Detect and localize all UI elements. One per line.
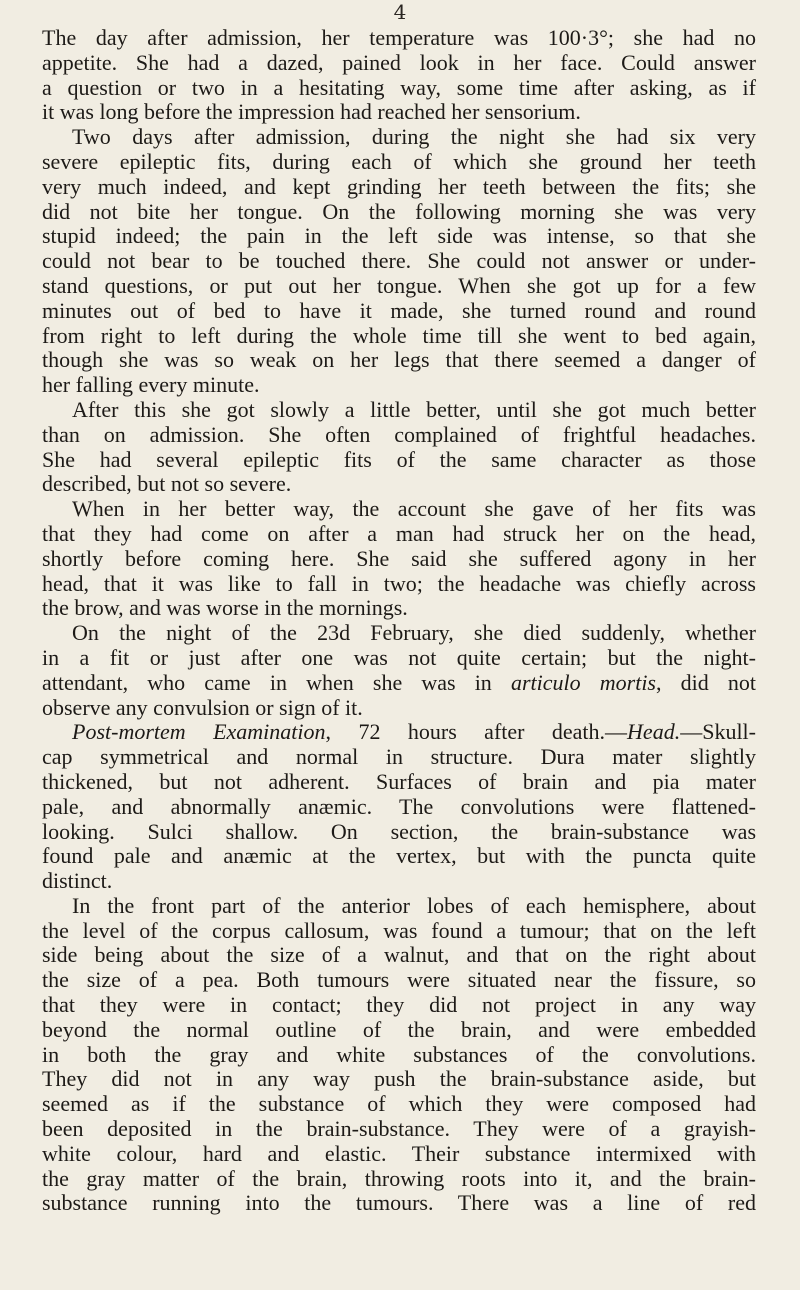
text-line: stand questions, or put out her tongue. When she got up for a few bbox=[42, 272, 756, 298]
text-line: in a fit or just after one was not quite certain; but the night- bbox=[42, 644, 756, 670]
text-line: looking. Sulci shallow. On section, the brain-substance was bbox=[42, 818, 756, 844]
text-line: On the night of the 23d February, she died suddenly, whether bbox=[72, 620, 756, 646]
text-line: When in her better way, the account she gave of her fits was bbox=[72, 496, 756, 522]
text-line: the brow, and was worse in the mornings. bbox=[42, 595, 408, 621]
text-line: They did not in any way push the brain-substance aside, but bbox=[42, 1066, 756, 1092]
text-line: shortly before coming here. She said she suffered agony in her bbox=[42, 545, 756, 571]
text-line: her falling every minute. bbox=[42, 372, 260, 398]
page-number: 4 bbox=[393, 0, 407, 24]
text-line: though she was so weak on her legs that there seemed a danger of bbox=[42, 347, 756, 373]
text-line: the level of the corpus callosum, was found a tumour; that on the left bbox=[42, 917, 756, 943]
text-line: She had several epileptic fits of the same character as those bbox=[42, 446, 756, 472]
text-line: the size of a pea. Both tumours were situated near the fissure, so bbox=[42, 967, 756, 993]
text-line: in both the gray and white substances of the convolutions. bbox=[42, 1041, 756, 1067]
text-line: that they had come on after a man had struck her on the head, bbox=[42, 520, 756, 546]
text-line: described, but not so severe. bbox=[42, 471, 292, 497]
text-line: very much indeed, and kept grinding her teeth between the fits; she bbox=[42, 173, 756, 199]
text-line: than on admission. She often complained of frightful headaches. bbox=[42, 421, 756, 447]
text-line: severe epileptic fits, during each of which she ground her teeth bbox=[42, 148, 756, 174]
text-line: did not bite her tongue. On the following morning she was very bbox=[42, 198, 756, 224]
text-line: Post-mortem Examination, 72 hours after death.—Head.—Skull- bbox=[72, 719, 756, 745]
text-line: that they were in contact; they did not project in any way bbox=[42, 992, 756, 1018]
text-line: it was long before the impression had reached her sensorium. bbox=[42, 99, 581, 125]
text-line: the gray matter of the brain, throwing roots into it, and the brain- bbox=[42, 1165, 756, 1191]
text-line: head, that it was like to fall in two; the headache was chiefly across bbox=[42, 570, 756, 596]
text-line: stupid indeed; the pain in the left side was intense, so that she bbox=[42, 223, 756, 249]
text-line: thickened, but not adherent. Surfaces of brain and pia mater bbox=[42, 768, 756, 794]
text-line: beyond the normal outline of the brain, and were embedded bbox=[42, 1016, 756, 1042]
text-line: seemed as if the substance of which they were composed had bbox=[42, 1091, 756, 1117]
text-line: minutes out of bed to have it made, she turned round and round bbox=[42, 297, 756, 323]
text-line: After this she got slowly a little better, until she got much better bbox=[72, 396, 756, 422]
body-text bbox=[42, 26, 756, 1216]
text-line: In the front part of the anterior lobes of each hemisphere, about bbox=[72, 892, 756, 918]
text-line: from right to left during the whole time till she went to bed again, bbox=[42, 322, 756, 348]
text-line: attendant, who came in when she was in articulo mortis, did not bbox=[42, 669, 757, 695]
text-line: could not bear to be touched there. She could not answer or under- bbox=[42, 248, 756, 274]
text-line: a question or two in a hesitating way, some time after asking, as if bbox=[42, 74, 756, 100]
text-line: pale, and abnormally anæmic. The convolutions were flattened- bbox=[42, 793, 756, 819]
text-line: found pale and anæmic at the vertex, but with the puncta quite bbox=[42, 843, 756, 869]
text-line: cap symmetrical and normal in structure. Dura mater slightly bbox=[42, 744, 756, 770]
text-line: been deposited in the brain-substance. They were of a grayish- bbox=[42, 1116, 756, 1142]
text-line: observe any convulsion or sign of it. bbox=[42, 694, 363, 720]
text-line: appetite. She had a dazed, pained look in her face. Could answer bbox=[42, 49, 756, 75]
text-line: side being about the size of a walnut, and that on the right about bbox=[42, 942, 756, 968]
text-line: distinct. bbox=[42, 868, 113, 894]
text-line: white colour, hard and elastic. Their substance intermixed with bbox=[42, 1140, 756, 1166]
text-line: Two days after admission, during the night she had six very bbox=[72, 124, 756, 150]
text-line: The day after admission, her temperature was 100·3°; she had no bbox=[42, 25, 756, 50]
text-line: substance running into the tumours. There was a line of red bbox=[42, 1190, 756, 1216]
